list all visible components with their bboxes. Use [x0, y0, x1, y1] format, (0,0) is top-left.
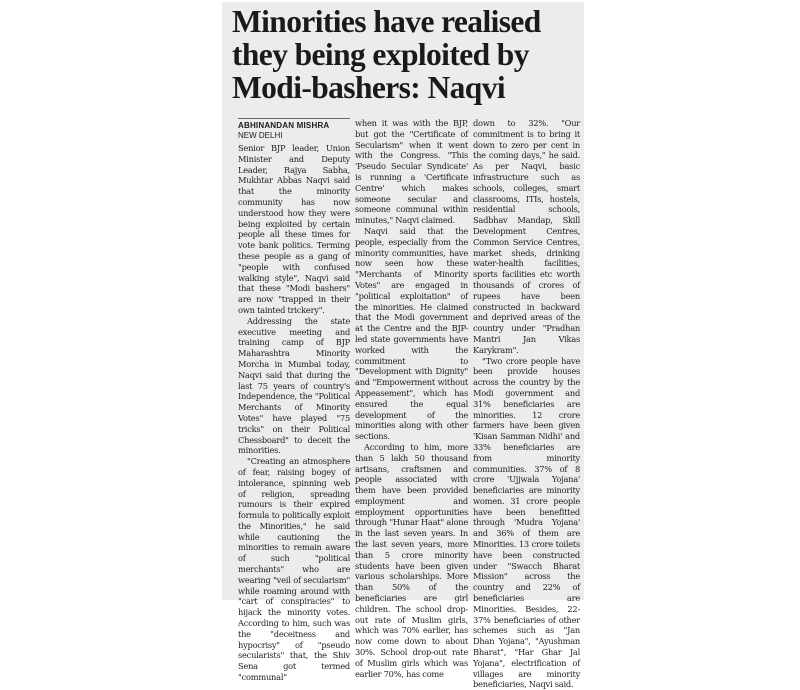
paragraph: Naqvi said that the people, especially from the minority communities, have now seen how these "Merchants of Minority Votes" are engaged in "political exploitation" of the minorities. He claimed that the Modi government at the Centre and the BJP-led state governments have worked with the commitment to "Development with Dignity" and "Empowerment without Appeasement", which has ensured the equal development of the minorities along with other sections.	[355, 225, 468, 442]
newspaper-clipping	[222, 2, 584, 690]
paragraph: Senior BJP leader, Union Minister and Deputy Leader, Rajya Sabha, Mukhtar Abbas Naqvi said that the minority community has now understood how they were being exploited by certain people all these times for vote bank politics. Terming these people as a gang of "people with confused walking style", Naqvi said that these "Modi bashers" are now "trapped in their own tainted trickery".	[238, 143, 350, 315]
byline-author: ABHINANDAN MISHRA	[238, 121, 330, 130]
headline-line: Minorities have realised	[232, 4, 541, 39]
article-column-1	[238, 143, 350, 683]
paragraph: down to 32%. "Our commitment is to bring it down to zero per cent in the coming days," he said. As per Naqvi, basic infrastructure such as schools, colleges, smart classrooms, ITIs, hostels, residential schools, Sadbhav Mandap, Skill Development Centres, Common Service Centres, market sheds, drinking water-health facilities, sports facilities etc worth thousands of crores of rupees have been constructed in backward and deprived areas of the country under "Pradhan Mantri Jan Vikas Karykram".	[473, 118, 580, 355]
headline-line: they being exploited by	[232, 37, 529, 72]
paragraph: when it was with the BJP, but got the "Certificate of Secularism" when it went with the Congress. "This 'Pseudo Secular Syndicate' is running a 'Certificate Centre' which makes someone secular and someone communal within minutes," Naqvi claimed.	[355, 118, 468, 226]
byline-place: NEW DELHI	[238, 131, 283, 140]
paragraph: "Two crore people have been provide houses across the country by the Modi government and 31% beneficiaries are minorities. 12 crore farmers have been given 'Kisan Samman Nidhi' and 33% beneficiaries are from minority communities. 37% of 8 crore 'Ujjwala Yojana' beneficiaries are minority women. 31 crore people have been benefitted through 'Mudra Yojana' and 36% of them are Minorities. 13 crore toilets have been constructed under "Swacch Bharat Mission" across the country and 22% of beneficiaries are Minorities. Besides, 22-37% beneficiaries of other schemes such as "Jan Dhan Yojana", "Ayushman Bharat", "Har Ghar Jal Yojana", electrification of villages are minority beneficiaries, Naqvi said.	[473, 355, 580, 690]
paragraph: Addressing the state executive meeting and training camp of BJP Maharashtra Minority Morcha in Mumbai today, Naqvi said that during the last 75 years of country's Independence, the "Political Merchants of Minority Votes" have played "75 tricks" on their Political Chessboard" to deceit the minorities.	[238, 315, 350, 456]
article-column-3	[473, 118, 580, 690]
paragraph: "Creating an atmosphere of fear, raising bogey of intolerance, spinning web of religion, spreading rumours is their expired formula to politically exploit the Minorities," he said while cautioning the minorities to remain aware of such "political merchants" who are wearing "veil of secularism" while roaming around with "cart of conspiracies" to hijack the minority votes. According to him, such was the "deceitness and hypocrisy" of "pseudo secularists" that, the Shiv Sena got termed "communal"	[238, 456, 350, 683]
article-column-2	[355, 118, 468, 679]
paragraph: According to him, more than 5 lakh 50 thousand artisans, craftsmen and people associated with them have been provided employment and employment opportunities through "Hunar Haat" alone in the last seven years. In the last seven years, more than 5 crore minority students have been given various scholarships. More than 50% of the beneficiaries are girl children. The school drop-out rate of Muslim girls, which was 70% earlier, has now come down to about 30%. School drop-out rate of Muslim girls which was earlier 70%, has come	[355, 441, 468, 679]
byline	[238, 118, 350, 140]
headline-line: Modi-bashers: Naqvi	[232, 70, 505, 105]
headline	[232, 5, 577, 104]
